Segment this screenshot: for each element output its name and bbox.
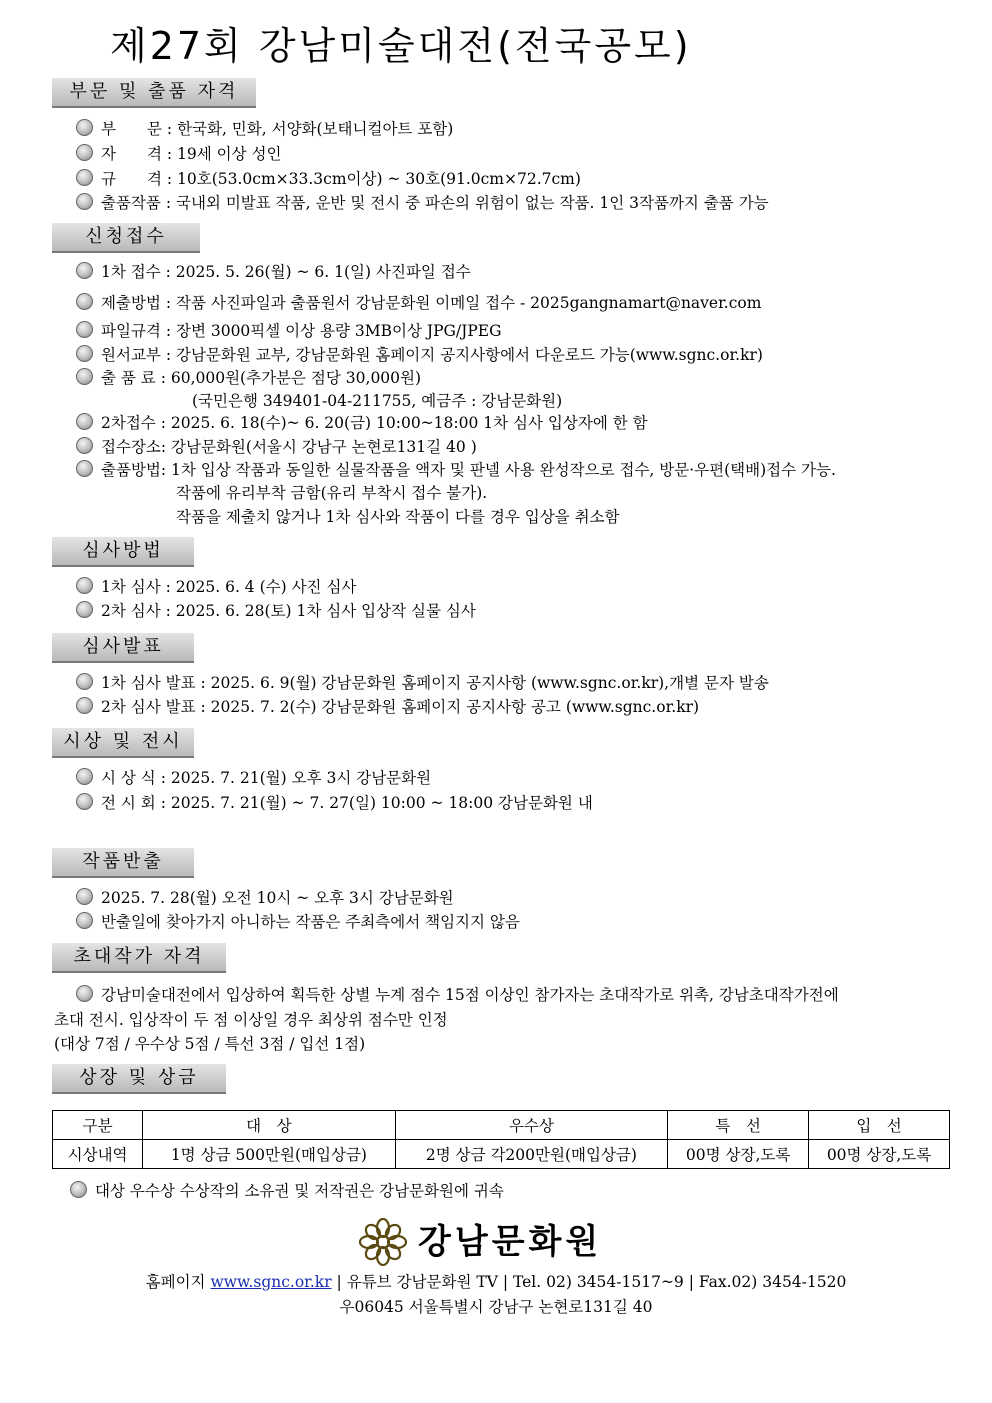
bullet-icon — [76, 169, 93, 186]
youtube-channel: 유튜브 강남문화원 TV — [346, 1273, 498, 1291]
bullet-icon — [76, 673, 93, 690]
prize-table — [52, 1110, 950, 1169]
bullet-icon — [76, 293, 93, 310]
list-item: 2차 심사 : 2025. 6. 28(토) 1차 심사 입상작 실물 심사 — [76, 600, 476, 622]
table-cell: 00명 상장,도록 — [668, 1140, 809, 1169]
invited-points: (대상 7점 / 우수상 5점 / 특선 3점 / 입선 1점) — [54, 1035, 366, 1053]
list-item: 제출방법 : 작품 사진파일과 출품원서 강남문화원 이메일 접수 - 2025gangnamart@naver.com — [76, 292, 761, 314]
list-item: 1차 접수 : 2025. 5. 26(월) ~ 6. 1(일) 사진파일 접수 — [76, 261, 471, 283]
list-item: 출품방법: 1차 입상 작품과 동일한 실물작품을 액자 및 판넬 사용 완성작으로 접수, 방문·우편(택배)접수 가능. — [76, 459, 836, 481]
list-item: 접수장소: 강남문화원(서울시 강남구 논현로131길 40 ) — [76, 436, 477, 458]
submission-note: 작품을 제출치 않거나 1차 심사와 작품이 다를 경우 입상을 취소함 — [176, 508, 620, 526]
bullet-icon — [76, 119, 93, 136]
bullet-icon — [76, 437, 93, 454]
table-header: 구분 — [53, 1111, 143, 1140]
telephone: Tel. 02) 3454-1517~9 — [513, 1273, 684, 1291]
table-row — [53, 1140, 950, 1169]
table-header: 대 상 — [143, 1111, 395, 1140]
list-item: 1차 심사 발표 : 2025. 6. 9(월) 강남문화원 홈페이지 공지사항 (www.sgnc.or.kr),개별 문자 발송 — [76, 672, 769, 694]
bullet-icon — [76, 321, 93, 338]
list-item: 1차 심사 : 2025. 6. 4 (수) 사진 심사 — [76, 576, 356, 598]
address: 우06045 서울특별시 강남구 논현로131길 40 — [339, 1298, 653, 1316]
table-cell: 2명 상금 각200만원(매입상금) — [395, 1140, 668, 1169]
bullet-icon — [76, 262, 93, 279]
list-item: 2차접수 : 2025. 6. 18(수)~ 6. 20(금) 10:00~18:00 1차 심사 입상자에 한 함 — [76, 412, 648, 434]
section-header-eligibility: 부문 및 출품 자격 — [52, 78, 256, 108]
list-item: 원서교부 : 강남문화원 교부, 강남문화원 홈페이지 공지사항에서 다운로드 가능(www.sgnc.or.kr) — [76, 344, 763, 366]
list-item: 출 품 료 : 60,000원(추가분은 점당 30,000원) — [76, 367, 421, 389]
bank-account-note: (국민은행 349401-04-211755, 예금주 : 강남문화원) — [192, 392, 563, 410]
separator: | — [688, 1273, 694, 1291]
bullet-icon — [76, 413, 93, 430]
separator: | — [336, 1273, 342, 1291]
list-item: 반출일에 찾아가지 아니하는 작품은 주최측에서 책임지지 않음 — [76, 911, 520, 933]
section-header-invited: 초대작가 자격 — [52, 943, 226, 973]
list-item: 2025. 7. 28(월) 오전 10시 ~ 오후 3시 강남문화원 — [76, 887, 454, 909]
list-item: 전 시 회 : 2025. 7. 21(월) ~ 7. 27(일) 10:00 ~ 18:00 강남문화원 내 — [76, 792, 593, 814]
table-header: 우수상 — [395, 1111, 668, 1140]
bullet-icon — [76, 793, 93, 810]
contact-line — [0, 1270, 992, 1292]
bullet-icon — [70, 1181, 87, 1198]
section-header-announcement: 심사발표 — [52, 633, 194, 663]
fax: Fax.02) 3454-1520 — [698, 1273, 847, 1291]
invited-text: 초대 전시. 입상작이 두 점 이상일 경우 최상위 점수만 인정 — [54, 1011, 448, 1029]
org-name: 강남문화원 — [418, 1222, 603, 1262]
section-header-prizes: 상장 및 상금 — [52, 1064, 226, 1094]
bullet-icon — [76, 768, 93, 785]
bullet-icon — [76, 345, 93, 362]
table-header: 특 선 — [668, 1111, 809, 1140]
bullet-icon — [76, 577, 93, 594]
section-header-exhibition: 시상 및 전시 — [52, 728, 194, 758]
list-item: 시 상 식 : 2025. 7. 21(월) 오후 3시 강남문화원 — [76, 767, 431, 789]
section-header-judging: 심사방법 — [52, 537, 194, 567]
section-header-application: 신청접수 — [52, 223, 200, 253]
bullet-icon — [76, 144, 93, 161]
flower-logo-icon — [358, 1218, 408, 1266]
page-title: 제27회 강남미술대전(전국공모) — [110, 24, 692, 68]
list-item: 부 문 : 한국화, 민화, 서양화(보태니컬아트 포함) — [76, 118, 453, 140]
table-header: 입 선 — [809, 1111, 950, 1140]
list-item: 출품작품 : 국내외 미발표 작품, 운반 및 전시 중 파손의 위험이 없는 작품. 1인 3작품까지 출품 가능 — [76, 192, 769, 214]
bullet-icon — [76, 697, 93, 714]
list-item: 규 격 : 10호(53.0cm×33.3cm이상) ~ 30호(91.0cm×72.7cm) — [76, 168, 581, 190]
table-cell: 00명 상장,도록 — [809, 1140, 950, 1169]
invited-text: 강남미술대전에서 입상하여 획득한 상별 누계 점수 15점 이상인 참가자는 초대작가로 위촉, 강남초대작가전에 — [76, 984, 839, 1006]
list-item: 파일규격 : 장변 3000픽셀 이상 용량 3MB이상 JPG/JPEG — [76, 320, 502, 342]
table-cell: 시상내역 — [53, 1140, 143, 1169]
list-item: 2차 심사 발표 : 2025. 7. 2(수) 강남문화원 홈페이지 공지사항 공고 (www.sgnc.or.kr) — [76, 696, 699, 718]
bullet-icon — [76, 888, 93, 905]
section-header-return: 작품반출 — [52, 848, 194, 878]
table-header-row — [53, 1111, 950, 1140]
list-item: 자 격 : 19세 이상 성인 — [76, 143, 281, 165]
bullet-icon — [76, 601, 93, 618]
org-logo — [358, 1218, 648, 1266]
bullet-icon — [76, 912, 93, 929]
bullet-icon — [76, 985, 93, 1002]
table-cell: 1명 상금 500만원(매입상금) — [143, 1140, 395, 1169]
submission-note: 작품에 유리부착 금함(유리 부착시 접수 불가). — [176, 484, 488, 502]
bullet-icon — [76, 460, 93, 477]
homepage-label: 홈페이지 — [145, 1273, 206, 1291]
bullet-icon — [76, 193, 93, 210]
separator: | — [502, 1273, 509, 1291]
bullet-icon — [76, 368, 93, 385]
homepage-link[interactable]: www.sgnc.or.kr — [210, 1273, 332, 1291]
copyright-note: 대상 우수상 수상작의 소유권 및 저작권은 강남문화원에 귀속 — [70, 1180, 504, 1202]
